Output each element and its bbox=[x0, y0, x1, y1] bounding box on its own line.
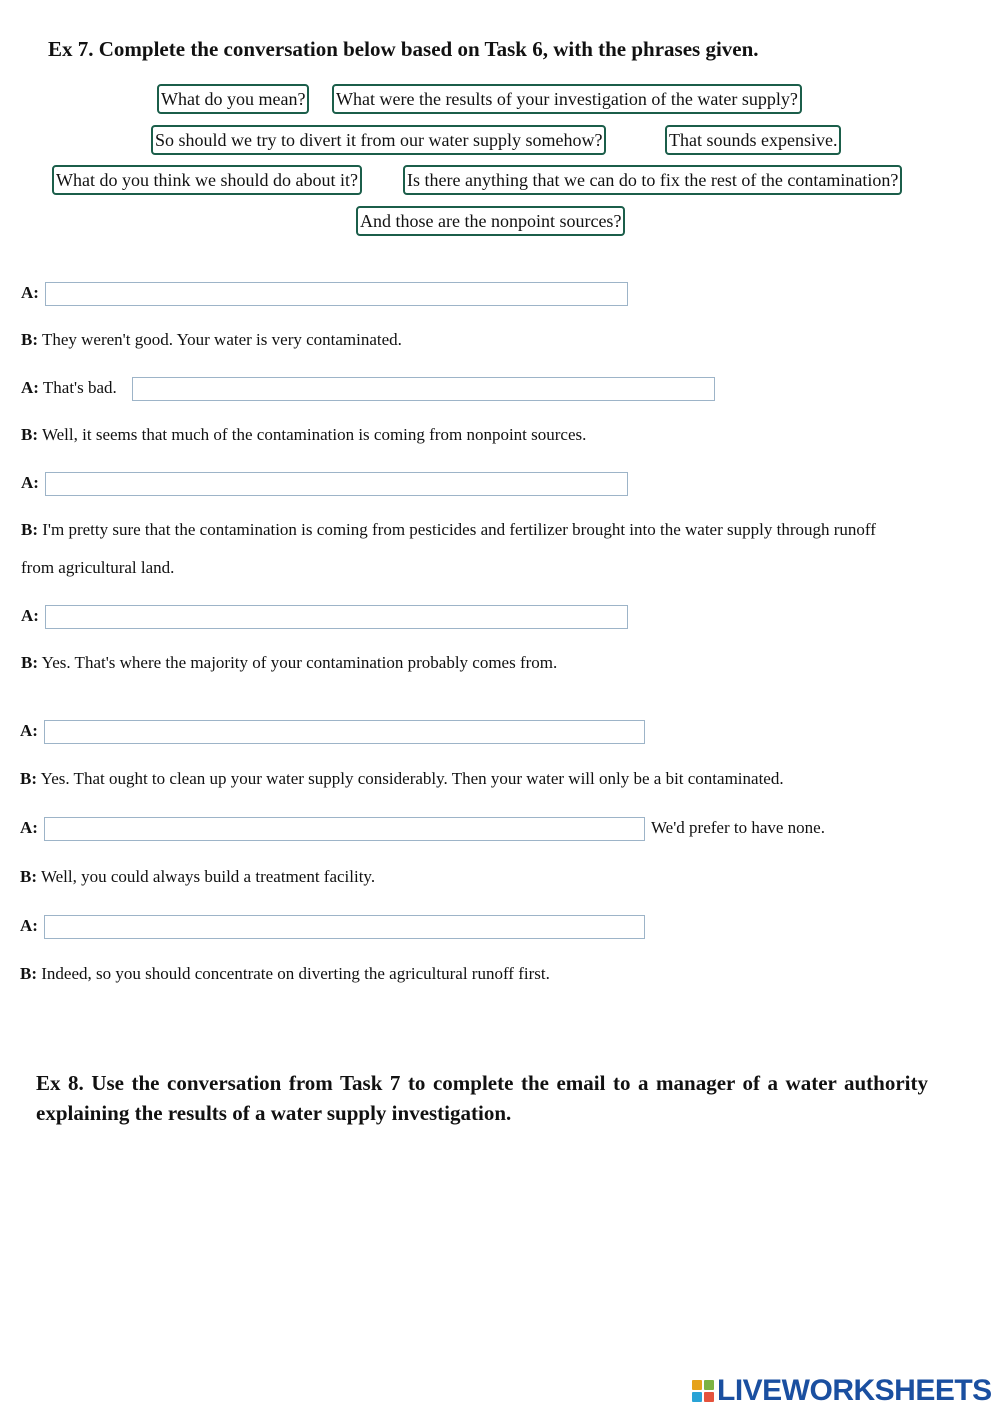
speaker-a-label: A: bbox=[21, 378, 39, 397]
dialogue-line-b bbox=[20, 964, 550, 984]
logo-square bbox=[692, 1392, 702, 1402]
dialogue-text-continued: from agricultural land. bbox=[21, 558, 175, 577]
speaker-a-label: A: bbox=[21, 473, 39, 492]
dialogue-text: Yes. That's where the majority of your contamination probably comes from. bbox=[41, 653, 558, 672]
answer-input-3[interactable] bbox=[45, 472, 628, 496]
phrase-chip[interactable]: That sounds expensive. bbox=[665, 125, 841, 155]
answer-input-7[interactable] bbox=[44, 915, 645, 939]
phrase-bank-row bbox=[0, 165, 1000, 197]
exercise-7-title: Ex 7. Complete the conversation below based on Task 6, with the phrases given. bbox=[48, 37, 759, 61]
answer-input-6[interactable] bbox=[44, 817, 645, 841]
logo-square bbox=[704, 1380, 714, 1390]
speaker-b-label: B: bbox=[20, 769, 37, 788]
dialogue-text: Yes. That ought to clean up your water supply considerably. Then your water will only be a bit contaminated. bbox=[40, 769, 784, 788]
speaker-b-label: B: bbox=[21, 520, 38, 539]
dialogue-text: That's bad. bbox=[42, 378, 117, 397]
logo-mark-icon bbox=[692, 1380, 714, 1402]
speaker-b-label: B: bbox=[21, 653, 38, 672]
speaker-b-label: B: bbox=[20, 867, 37, 886]
phrase-bank-row bbox=[0, 206, 1000, 238]
speaker-a-label: A: bbox=[20, 721, 38, 740]
answer-input-5[interactable] bbox=[44, 720, 645, 744]
answer-input-1[interactable] bbox=[45, 282, 628, 306]
dialogue-text: They weren't good. Your water is very contaminated. bbox=[41, 330, 402, 349]
answer-input-4[interactable] bbox=[45, 605, 628, 629]
speaker-a-label: A: bbox=[21, 606, 39, 625]
dialogue-line-b bbox=[21, 330, 402, 350]
liveworksheets-logo bbox=[692, 1376, 992, 1406]
phrase-chip[interactable]: What were the results of your investigation of the water supply? bbox=[332, 84, 802, 114]
dialogue-text: I'm pretty sure that the contamination is coming from pesticides and fertilizer brought into the water supply through runoff bbox=[42, 520, 876, 539]
phrase-chip[interactable]: What do you mean? bbox=[157, 84, 309, 114]
exercise-8-title: Ex 8. Use the conversation from Task 7 to complete the email to a manager of a water authority explaining the results of a water supply investigation. bbox=[36, 1071, 928, 1125]
logo-square bbox=[704, 1392, 714, 1402]
logo-square bbox=[692, 1380, 702, 1390]
dialogue-text: Well, you could always build a treatment facility. bbox=[40, 867, 376, 886]
speaker-a-label: A: bbox=[20, 818, 38, 837]
dialogue-text: We'd prefer to have none. bbox=[651, 818, 825, 837]
phrase-chip[interactable]: What do you think we should do about it? bbox=[52, 165, 362, 195]
dialogue-line-b bbox=[20, 867, 375, 887]
speaker-b-label: B: bbox=[21, 425, 38, 444]
dialogue-text: Indeed, so you should concentrate on diverting the agricultural runoff first. bbox=[41, 964, 550, 983]
speaker-b-label: B: bbox=[21, 330, 38, 349]
speaker-a-label: A: bbox=[20, 916, 38, 935]
phrase-chip[interactable]: Is there anything that we can do to fix the rest of the contamination? bbox=[403, 165, 902, 195]
phrase-bank-row bbox=[0, 84, 1000, 116]
phrase-bank-row bbox=[0, 125, 1000, 157]
dialogue-line-b bbox=[20, 769, 784, 789]
dialogue-line-b bbox=[21, 425, 586, 445]
dialogue-line-b bbox=[21, 653, 557, 673]
dialogue-line-a bbox=[21, 378, 117, 398]
answer-input-2[interactable] bbox=[132, 377, 715, 401]
phrase-chip[interactable]: So should we try to divert it from our water supply somehow? bbox=[151, 125, 606, 155]
speaker-b-label: B: bbox=[20, 964, 37, 983]
logo-text: LIVEWORKSHEETS bbox=[717, 1374, 992, 1407]
speaker-a-label: A: bbox=[21, 283, 39, 302]
dialogue-line-b bbox=[21, 520, 876, 540]
phrase-chip[interactable]: And those are the nonpoint sources? bbox=[356, 206, 625, 236]
dialogue-text: Well, it seems that much of the contamination is coming from nonpoint sources. bbox=[41, 425, 587, 444]
